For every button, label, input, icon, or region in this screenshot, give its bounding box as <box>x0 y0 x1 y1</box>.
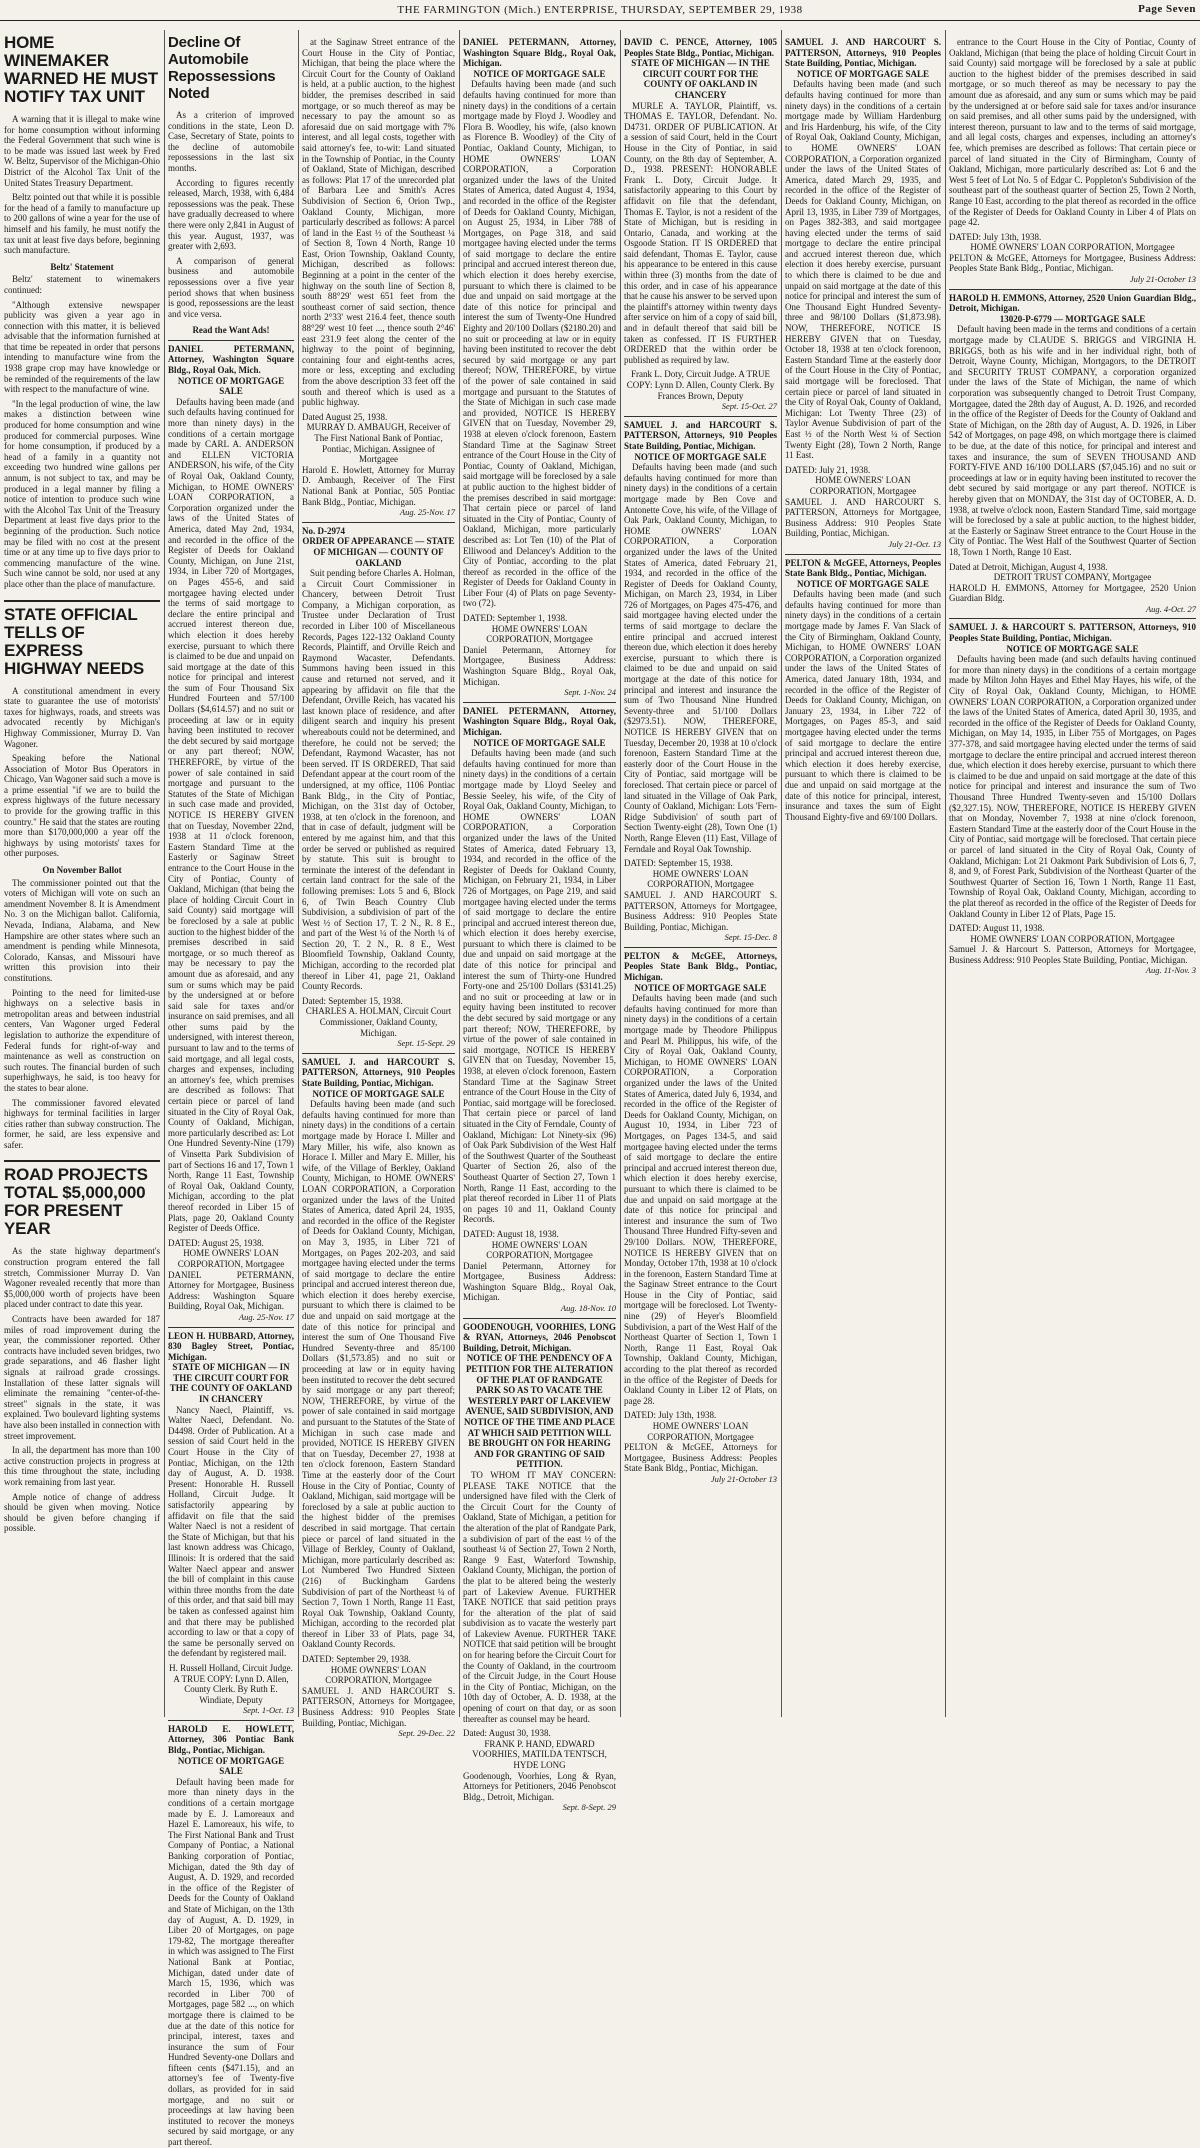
article-paragraph: "In the legal production of wine, the law makes a distinction between wine produced for home consumption and wine produced for commercial purposes. Wine for home consumption, if produced by a head of a family in a quantity not exceeding two hundred wine gallons per annum, is not subject to tax, and may be produced in a legal manner by filing a notice of intention to produce such wine with the Alcohol Tax Unit of the Treasury Department at least five days prior to the beginning of the production. Such notice may be filed with no cost at the present time or at any time up to five days prior to commencing manufacture of the wine. Such wine cannot be sold, nor used at any place other than the place of manufacture. <box>4 398 160 589</box>
legal-notice <box>624 34 777 412</box>
notice-caption: STATE OF MICHIGAN — IN THE CIRCUIT COURT FOR THE COUNTY OF OAKLAND IN CHANCERY <box>631 58 770 100</box>
notice-attorney-head: PELTON & McGEE, Attorneys, Peoples State Bank Bldg., Pontiac, Michigan. <box>624 950 777 983</box>
notice-attorney-head: PELTON & McGEE, Attorneys, Peoples State Bank Bldg., Pontiac, Michigan. <box>785 557 941 579</box>
legal-notice <box>302 34 455 518</box>
notice-caption: NOTICE OF MORTGAGE SALE <box>473 68 606 79</box>
notice-caption: NOTICE OF MORTGAGE SALE <box>177 375 285 397</box>
notice-attorney: SAMUEL J. AND HARCOURT S. PATTERSON, Attorneys for Mortgagee, Business Address: 910 Peoples State Building, Pontiac, Michigan. <box>302 1685 455 1728</box>
column-rule <box>620 30 621 1717</box>
want-ads-line: Read the Want Ads! <box>192 325 270 336</box>
article-auto-repossessions <box>168 34 294 336</box>
notice-date: Dated: September 15, 1938. <box>302 995 403 1006</box>
notice-attorney-head: SAMUEL J. AND HARCOURT S. PATTERSON, Attorneys, 910 Peoples State Building, Pontiac, Michigan. <box>785 37 941 69</box>
headline-home-winemaker: HOME WINEMAKER WARNED HE MUST NOTIFY TAX UNIT <box>4 33 158 106</box>
article-paragraph: Beltz pointed out that while it is possible for the head of a family to manufacture up to 200 gallons of wine a year for the use of himself and his family, he must notify the tax unit at least five days before, beginning such manufacture. <box>4 192 160 256</box>
notice-attorney: HAROLD H. EMMONS, Attorney for Mortgagee, 2520 Union Guardian Bldg. <box>949 582 1196 604</box>
notice-signature: HOME OWNERS' LOAN CORPORATION, Mortgagee <box>325 1664 432 1686</box>
notice-date: Dated at Detroit, Michigan, August 4, 1938. <box>949 561 1108 572</box>
headline-highway-needs: STATE OFFICIAL TELLS OF EXPRESS HIGHWAY NEEDS <box>4 604 145 678</box>
notice-run-dates: Aug. 25-Nov. 17 <box>399 507 455 518</box>
notice-attorney-head: HAROLD H. EMMONS, Attorney, 2520 Union Guardian Bldg., Detroit, Michigan. <box>949 292 1196 314</box>
column-rule <box>459 30 460 1717</box>
notice-signature: HOME OWNERS' LOAN CORPORATION, Mortgagee <box>809 475 917 496</box>
notice-run-dates: July 21-October 13 <box>710 1473 777 1484</box>
notice-body: Defaults having been made (and such defaults having continued for more than ninety days) in the conditions of a certain mortgage made by Horace I. Miller and Mary Miller, his wife, also known as Horace I. Miller and Mary E. Miller, his wife, of the Village of Berkley, Oakland County, Michigan, to HOME OWNERS' LOAN CORPORATION, a Corporation organized under the laws of the United States of America, dated April 24, 1935, and recorded in the office of the Register of Deeds for Oakland County, Michigan, on May 3, 1935, in Liber 721 of Mortgages, on Pages 202-203, and said mortgagee having elected under the terms of said mortgage to declare the entire principal and accrued interest thereon due, which election it does hereby exercise, pursuant to which there is claimed to be due and unpaid on said mortgage at the date of this notice for principal and interest the sum of One Thousand Five Hundred Seventy-three and 85/100 Dollars ($1,573.85) and no suit or proceeding at law or in equity having been instituted to recover the debt secured by said mortgage or any part thereof; NOW, THEREFORE, by virtue of the power of sale contained in said mortgage and pursuant to the Statutes of the State of Michigan in such case made and provided, NOTICE IS HEREBY GIVEN that on Tuesday, December 27, 1938 at ten o'clock forenoon, Eastern Standard Time at the easterly door of the Court House in the City of Pontiac, County of Oakland, Michigan, said mortgage will be foreclosed by a sale at public auction to the highest bidder of the premises described in said mortgage. That certain piece or parcel of land situated in the Village of Berkley, County of Oakland, Michigan, more particularly described as: Lot Numbered Two Hundred Sixteen (216) of Buckingham Gardens Subdivision of part of the Northeast ¼ of Section 7, Town 1 North, Range 11 East, Royal Oak Township, Oakland County, Michigan, according to the recorded plat thereof in Liber 33 of Plats, page 34, Oakland County Records. <box>302 1099 455 1650</box>
legal-notice <box>624 947 777 1485</box>
notice-signature: FRANK P. HAND, EDWARD VOORHIES, MATILDA TENTSCH, HYDE LONG <box>472 1738 607 1770</box>
notice-run-dates: Aug. 4-Oct. 27 <box>1145 603 1196 614</box>
notice-run-dates: Sept. 29-Dec. 22 <box>398 1728 455 1739</box>
article-paragraph: Pointing to the need for limited-use highways on a selective basis in metropolitan areas and between industrial centers, Van Wagoner urged Federal legislation to authorize the expenditure of Federal funds for right-of-way and maintenance as well as construction on such routes. The financial burden of such superhighways, he said, is too heavy for the states to bear alone. <box>4 987 160 1093</box>
notice-run-dates: Sept. 15-Sept. 29 <box>397 1038 455 1049</box>
article-paragraph: In all, the department has more than 100 active construction projects in progress at this time throughout the state, including work remaining from last year. <box>4 1445 160 1487</box>
notice-attorney-head: No. D-2974 <box>302 525 345 536</box>
article-road-projects <box>4 1166 160 1533</box>
headline-auto-repossessions: Decline Of Automobile Repossessions Noted <box>168 34 276 102</box>
masthead <box>0 0 1200 21</box>
column-rule <box>164 30 165 1717</box>
notice-attorney: SAMUEL J. AND HARCOURT S. PATTERSON, Attorneys for Mortgagee, Business Address: 910 Peoples State Building, Pontiac, Michigan. <box>785 496 941 539</box>
column-5 <box>624 30 777 1717</box>
notice-date: Dated: August 30, 1938. <box>463 1728 551 1739</box>
notice-caption: NOTICE OF MORTGAGE SALE <box>473 737 606 748</box>
legal-notice <box>785 34 941 550</box>
notice-date: DATED: August 11, 1938. <box>949 923 1045 934</box>
notice-date: DATED: August 18, 1938. <box>463 1228 559 1239</box>
notice-caption: 13020-P-6779 — MORTGAGE SALE <box>999 313 1146 324</box>
notice-signature: Frank L. Doty, Circuit Judge. A TRUE COPY: Lynn D. Allen, County Clerk. By Frances Brown, Deputy <box>626 369 775 401</box>
column-7 <box>949 30 1196 1717</box>
column-rule <box>298 30 299 1717</box>
notice-date: DATED: August 25, 1938. <box>168 1237 264 1248</box>
notice-attorney-head: DANIEL PETERMANN, Attorney, Washington Square Bldg., Royal Oak, Mich. <box>168 343 294 376</box>
notice-caption: NOTICE OF MORTGAGE SALE <box>1006 643 1139 654</box>
article-home-winemaker <box>4 34 160 590</box>
notice-run-dates: Sept. 15-Oct. 27 <box>721 401 777 412</box>
article-paragraph: The commissioner pointed out that the voters of Michigan will vote on such an amendment November 8. It is Amendment No. 3 on the Michigan ballot. California, Nevada, Indiana, Alabama, and New Hampshire are other states where such an amendment is pending while Minnesota, Colorado, Kansas, and Missouri have written this provision into their constitutions. <box>4 877 160 983</box>
notice-date: DATED: July 13th, 1938. <box>949 231 1042 242</box>
notice-attorney: SAMUEL J. AND HARCOURT S. PATTERSON, Attorneys for Mortgagee, Business Address: 910 Peoples State Building, Pontiac, Michigan. <box>624 889 777 932</box>
notice-attorney: Harold E. Howlett, Attorney for Murray D. Ambaugh, Receiver of The First National Bank at Pontiac, 505 Pontiac Bank Bldg., Pontiac, Michigan. <box>302 464 455 507</box>
notice-body: Defaults having been made (and such defaults having continued for more than ninety days) in the conditions of a certain mortgage made by Theodore Philippus and Pearl M. Philippus, his wife, of the City of Royal Oak, Oakland County, Michigan, to HOME OWNERS' LOAN CORPORATION, a Corporation organized under the laws of the United States of America, dated July 6, 1934, and recorded in the office of the Register of Deeds for Oakland County, Michigan, on August 10, 1934, in Liber 723 of Mortgages, on Pages 134-5, and said mortgagee having elected under the terms of said mortgage to declare the entire principal and accrued interest thereon due, which election it does hereby exercise, pursuant to which there is claimed to be due and unpaid on said mortgage at the date of this notice for principal and interest and insurance the sum of Two Thousand Three Hundred Fifty-seven and 29/100 Dollars. NOW, THEREFORE, NOTICE IS HEREBY GIVEN that on Monday, October 17th, 1938 at 10 o'clock in the forenoon, Eastern Standard Time at the Saginaw Street entrance to the Court House in the City of Pontiac, said mortgage will be foreclosed. Lot Twenty-nine (29) of Heyer's Bloomfield Subdivision, a part of the West Half of the Northeast Quarter of Section 1, Town 1 North, Range 11 East, Royal Oak Township, Oakland County, Michigan, according to the plat thereof as recorded in the office of the Register of Deeds for Oakland County in Liber 12 of Plats, on page 28. <box>624 993 777 1406</box>
notice-body: MURLE A. TAYLOR, Plaintiff, vs. THOMAS E. TAYLOR, Defendant. No. D4731. ORDER OF PUBLICATION. At a session of said Court, held in the Court House in the City of Pontiac, in said County, on the 8th day of September, A. D., 1938. PRESENT: HONORABLE Frank L. Doty, Circuit Judge. It satisfactorily appearing to this Court by affidavit on file that the defendant, Thomas E. Taylor, is not a resident of the State of Michigan, but is residing in Ontario, Canada, and working at the Osgoode Station. IT IS ORDERED that said defendant, Thomas E. Taylor, cause his appearance to be entered in this cause within three (3) months from the date of this order, and in case of his appearance that he cause his answer to be served upon the plaintiff's attorney within twenty days after service on him of a copy of said bill, and in default thereof that said bill be taken as confessed. IT IS FURTHER ORDERED that the within order be published as required by law. <box>624 100 777 365</box>
notice-body: Defaults having been made (and such defaults having continued for more than ninety days) in the conditions of a certain mortgage made by Ben Cove and Antonette Cove, his wife, of the Village of Oak Park, Oakland County, Michigan, to HOME OWNERS' LOAN CORPORATION, a Corporation organized under the laws of the United States of America, dated February 21, 1934, and recorded in the office of the Register of Deeds for Oakland County, Michigan, on March 23, 1934, in Liber 726 of Mortgages, on Pages 475-476, and said mortgagee having elected under the terms of said mortgage to declare the entire principal and accrued interest thereon due, which election it does hereby exercise, pursuant to which there is claimed to be due and unpaid on said mortgage at the date of this notice for principal and interest and insurance the sum of Two Thousand Nine Hundred Seventy-three and 51/100 Dollars ($2973.51). NOW, THEREFORE, NOTICE IS HEREBY GIVEN that on Tuesday, December 20, 1938 at 10 o'clock forenoon, Eastern Standard Time at the easterly door of the Court House in the City of Pontiac, said mortgage will be foreclosed. That certain piece or parcel of land situated in the Village of Oak Park, County of Oakland, Michigan: Lots 'Fern-Ridge Subdivision' of south part of Section Twenty-eight (28), Town One (1) North, Range Eleven (11) East, Village of Ferndale and Royal Oak Township. <box>624 462 778 854</box>
notice-run-dates: Sept. 1-Oct. 13 <box>243 1705 294 1716</box>
notice-date: DATED: July 13th, 1938. <box>624 1410 717 1421</box>
notice-attorney-head: HAROLD E. HOWLETT, Attorney, 306 Pontiac Bank Bldg., Pontiac, Michigan. <box>168 1723 294 1756</box>
notice-run-dates: Aug. 25-Nov. 17 <box>238 1311 294 1322</box>
legal-notice <box>624 416 777 943</box>
legal-notice <box>302 1053 455 1739</box>
notice-body: Suit pending before Charles A. Holman, a Circuit Court Commissioner in Chancery, between Detroit Trust Company, a Michigan corporation, as Trustee under Declaration of Trust recorded in Liber 100 of Miscellaneous Records, Pages 122-132 Oakland County Records, Plaintiff, and Orville Reich and Raymond Wacaster, Defendants. Summons having been issued in this cause and returned not served, and it appearing by affidavit on file that the Defendant, Orville Reich, has vacated his last known place of residence, and after diligent search and inquiry his present whereabouts could not be determined, and therefore, he could not be served; the Defendant, Raymond Wacaster, has not been served. IT IS ORDERED, That said Defendant appear at the court room of the undersigned, at my office, 1106 Pontiac Bank Bldg., in the City of Pontiac, Michigan, on the 31st day of October, 1938, at ten o'clock in the forenoon, and that in case of default, judgment will be entered by me against him, and that this order be served or published as required by statute. This suit is brought to terminate the interest of the defendant in certain land contract for the sale of the following premises: Lots 5 and 6, Block 6, of Twin Beach Country Club Subdivision, a subdivision of part of the West ½ of Section 17, T. 2 N., R. 8 E., and part of the West ¼ of the North ¼ of Section 20, T. 2 N., R. 8 E., West Bloomfield Township, Oakland County, Michigan, according to the recorded plat thereof in Liber 41, page 21, Oakland County Records. <box>302 568 455 992</box>
article-paragraph: A constitutional amendment in every state to guarantee the use of motorists' taxes for highways, roads, and streets was advocated recently by Michigan's Highway Commissioner, Murray D. Van Wagoner. <box>4 685 160 749</box>
notice-body: Defaults having been made (and such defaults having continued for more than ninety days) in the conditions of a certain mortgage made by Floyd J. Woodley and Flora B. Woodley, his wife, (also known as Florence B. Woodley) of the City of Pontiac, Oakland County, Michigan, to HOME OWNERS' LOAN CORPORATION, a Corporation organized under the laws of the United States of America, dated August 4, 1934, and recorded in the office of the Register of Deeds for Oakland County, Michigan, on August 25, 1934, in Liber 788 of Mortgages, on Page 318, and said mortgagee having elected under the terms of said mortgage to declare the entire principal and accrued interest thereon due, which election it does hereby exercise, pursuant to which there is claimed to be due and unpaid on said mortgage at the date of this notice for principal and interest the sum of Twenty-One Hundred Eighty and 20/100 Dollars ($2180.20) and no suit or proceeding at law or in equity having been instituted to recover the debt secured by said mortgage or any part thereof; NOW, THEREFORE, by virtue of the power of sale contained in said mortgage and pursuant to the Statutes of the State of Michigan in such case made and provided, NOTICE IS HEREBY GIVEN that on Tuesday, November 29, 1938 at eleven o'clock forenoon, Eastern Standard Time at the Saginaw Street entrance of the Court House in the City of Pontiac, County of Oakland, Michigan, said mortgage will be foreclosed by a sale at public auction to the highest bidder of the premises described in said mortgage: That certain piece or parcel of land situated in the City of Pontiac, County of Oakland, Michigan, more particularly described as: Lot Ten (10) of the Plat of Elliwood and Delancey's Addition to the City of Pontiac, according to the plat thereof as recorded in the office of the Register of Deeds for Oakland County in Liber Four (4) of Plats on page Seventy-two (72). <box>463 79 616 609</box>
notice-body: Defaults having been made (and such defaults having continued for more than ninety days) in the conditions of a certain mortgage made by Lloyd Seeley and Bessie Seeley, his wife, of the City of Royal Oak, Oakland County, Michigan, to HOME OWNERS' LOAN CORPORATION, a Corporation organized under the laws of the United States of America, dated February 13, 1934, and recorded in the office of the Register of Deeds for Oakland County, Michigan, on February 21, 1934, in Liber 726 of Mortgages, on Page 219, and said mortgagee having elected under the terms of said mortgage to declare the entire principal and accrued interest thereon due, which election it does hereby exercise, pursuant to which there is claimed to be due and unpaid on said mortgage at the date of this notice for principal and interest the sum of Thirty-one Hundred Forty-one and 25/100 Dollars ($3141.25) and no suit or proceeding at law or in equity having been instituted to recover the debt secured by said mortgage or any part thereof; NOW, THEREFORE, by virtue of the power of sale contained in said mortgage, NOTICE IS HEREBY GIVEN that on Tuesday, November 15, 1938, at eleven o'clock forenoon, Eastern Standard Time at the Saginaw Street entrance of the Court House in the City of Pontiac, said mortgage will be foreclosed. That certain piece or parcel of land situated in the City of Ferndale, County of Oakland, Michigan: Lot Ninety-six (96) of Oak Park Subdivision of the West Half of the Southwest Quarter of the Southeast Quarter of Section 26, also of the Southeast Quarter of Section 27, Town 1 North, Range 11 East, according to the plat thereof recorded in Liber 11 of Plats on pages 10 and 11, Oakland County Records. <box>463 748 616 1225</box>
notice-caption: NOTICE OF MORTGAGE SALE <box>312 1088 445 1099</box>
article-paragraph: Contracts have been awarded for 187 miles of road improvement during the year, the commissioner reported. Other contracts have included seven bridges, two grade separations, and 46 flasher light signals at railroad grade crossings. Installation of these latter signals will eliminate the remaining "center-of-the-street" signals in the state, it was explained. Two boulevard lighting systems have also been installed in connection with street improvement. <box>4 1314 160 1441</box>
notice-body: Defaults having been made (and such defaults having continued for more than ninety days) in the conditions of a certain mortgage made by CARL A. ANDERSON and ELLEN VICTORIA ANDERSON, his wife, of the City of Royal Oak, Oakland County, Michigan, to HOME OWNERS' LOAN CORPORATION, a Corporation organized under the laws of the United States of America, dated May 2nd, 1934, and recorded in the office of the Register of Deeds for Oakland County, Michigan, on June 21st, 1934, in Liber 720 of Mortgages, on Pages 455-6, and said mortgagee having elected under the terms of said mortgage to declare the entire principal and accrued interest thereon due, which election it does hereby exercise, pursuant to which there is claimed to be due and unpaid on said mortgage at the date of this notice for principal and interest the sum of Four Thousand Six Hundred Fourteen and 57/100 Dollars ($4,614.57) and no suit or proceeding at law or in equity having been instituted to recover the debt secured by said mortgage or any part thereof; NOW, THEREFORE, by virtue of the power of sale contained in said mortgage and pursuant to the Statutes of the State of Michigan in such case made and provided, NOTICE IS HEREBY GIVEN that on Tuesday, November 22nd, 1938 at 11 o'clock forenoon, Eastern Standard Time at the Easterly or Saginaw Street entrance to the Court House in the City of Pontiac, County of Oakland, Michigan (that being the place of holding Circuit Court in said County) said mortgage will be foreclosed by a sale at public auction to the highest bidder of the premises described in said mortgage, or so much thereof as may be necessary to pay the amount due as aforesaid, and any sum or sums which may be paid by the undersigned at or before said sale for taxes and/or insurance on said premises, and all other sums paid by the undersigned, with interest thereon, pursuant to law and to the terms of said mortgage, and all legal costs, charges and expenses, including an attorney's fee, which premises are described as follows: That certain piece or parcel of land situated in the City of Royal Oak, County of Oakland, Michigan, more particularly described as: Lot One Hundred Seventy-Nine (179) of Vinsetta Park Subdivision of part of Sections 16 and 17, Town 1 North, Range 11 East, Township of Royal Oak, Oakland County, Michigan, according to the plat thereof recorded in Liber 15 of Plats, page 20, Oakland County Register of Deeds Office. <box>168 396 294 1234</box>
notice-attorney-head: DANIEL PETERMANN, Attorney, Washington Square Bldg., Royal Oak, Michigan. <box>463 37 616 69</box>
legal-notice <box>168 1327 294 1716</box>
notice-signature: HOME OWNERS' LOAN CORPORATION, Mortgagee <box>970 242 1175 253</box>
column-3 <box>302 30 455 1739</box>
notice-attorney-head: LEON H. HUBBARD, Attorney, 830 Bagley Street, Pontiac, Michigan. <box>168 1330 294 1362</box>
notice-run-dates: Aug. 18-Nov. 10 <box>560 1303 616 1314</box>
notice-attorney: Samuel J. & Harcourt S. Patterson, Attorneys for Mortgagee, Business Address: 910 Peoples State Building, Pontiac, Michigan. <box>949 944 1196 965</box>
article-paragraph: The commissioner favored elevated highways for terminal facilities in larger cities rather than subway construction. The former, he said, are less expensive and safer. <box>4 1097 160 1150</box>
article-divider <box>4 600 160 602</box>
notice-run-dates: Aug. 11-Nov. 3 <box>1145 965 1196 976</box>
notice-signature: HOME OWNERS' LOAN CORPORATION, Mortgagee <box>647 868 754 890</box>
legal-notice <box>302 522 455 1049</box>
article-paragraph: Beltz' statement to winemakers continued: <box>4 274 160 295</box>
notice-attorney-head: SAMUEL J. & HARCOURT S. PATTERSON, Attorneys, 910 Peoples State Building, Pontiac, Michigan. <box>949 622 1196 644</box>
notice-body: at the Saginaw Street entrance of the Court House in the City of Pontiac, Michigan, that being the place where the Circuit Court for the County of Oakland is held, at a public auction, to the highest bidder, the premises described in said mortgage, or so much thereof as may be necessary to pay the amount so as aforesaid due on said mortgage with 7% interest, and all legal costs, together with said attorney's fee, to-wit: Land situated in the Township of Pontiac, in the County of Oakland, State of Michigan, described as follows: Plat 17 of the unrecorded plat of Barbara Lee and Smith's Acres Subdivision of Section 6, Orion Twp., Oakland County, Michigan, more particularly described as follows: A parcel of land in the East ½ of the Southeast ¼ of Section 8, Town 4 North, Range 10 East, Orion Township, Oakland County, Michigan, described as follows: Beginning at a point in the center of the highway on the south line of Section 8, south 88°29' west 651 feet from the southeast corner of said section, thence north 2°33' west 216.4 feet, thence south 88°29' west 10 feet ..., thence south 2°46' east 231.9 feet along the center of the highway to the point of beginning, containing four and eight-tenths acres, more or less, excepting and excluding from the above description 33 feet off the south and thereof which is used as a public highway. <box>302 37 455 408</box>
notice-attorney: DANIEL PETERMANN, Attorney for Mortgagee, Business Address: Washington Square Building, Royal Oak, Michigan. <box>168 1269 294 1312</box>
legal-notice <box>463 34 616 698</box>
notice-body: TO WHOM IT MAY CONCERN: PLEASE TAKE NOTICE that the undersigned have filed with the Clerk of the Circuit Court for the County of Oakland, State of Michigan, a petition for the alteration of the plat of Randgate Park, a subdivision of part of the east ½ of the southeast ¼ of Section 27, Town 2 North, Range 9 East, Waterford Township, Oakland County, Michigan, the portion of the plat to be altered being the westerly part of Lakeview Avenue. FURTHER TAKE NOTICE that said petition prays for the alteration of the plat of said subdivision as to vacate the westerly part of Lakeview Avenue. FURTHER TAKE NOTICE that said petition will be brought on for hearing before the Circuit Court for the County of Oakland, in the courtroom of the Circuit Judge, in the Court House in the City of Pontiac, Michigan, on the 10th day of October, A. D. 1938, at the opening of court on that day, or as soon thereafter as counsel may be heard. <box>463 1469 616 1724</box>
notice-signature: MURRAY D. AMBAUGH, Receiver of The First National Bank of Pontiac, Pontiac, Michigan. Assignee of Mortgagee <box>306 422 451 465</box>
notice-signature: DETROIT TRUST COMPANY, Mortgagee <box>993 572 1152 583</box>
article-divider <box>4 1160 160 1162</box>
article-paragraph: Speaking before the National Association of Motor Bus Operators in Chicago, Van Wagoner said such a move is a prime essential "if we are to build the express highways of the future necessary to provide for the growing traffic in this country." He said that the states are routing more than $170,000,000 a year off the highways by using motorists' taxes for other purposes. <box>4 753 160 859</box>
notice-run-dates: Sept. 1-Nov. 24 <box>564 687 616 698</box>
notice-caption: NOTICE OF MORTGAGE SALE <box>796 68 930 79</box>
notice-attorney-head: SAMUEL J. and HARCOURT S. PATTERSON, Attorneys, 910 Peoples State Building, Pontiac, Michigan. <box>624 419 777 451</box>
notice-date: DATED: July 21, 1938. <box>785 464 871 475</box>
notice-body: Default having been made for more than ninety days in the conditions of a certain mortgage made by E. J. Lamoreaux and Hazel E. Lamoreaux, his wife, to The First National Bank and Trust Company of Pontiac, a National Banking corporation of Pontiac, Michigan, dated the 9th day of August, A. D. 1929, and recorded in the office of the Register of Deeds for the County of Oakland and State of Michigan, on the 13th day of August, A. D. 1929, in Liber 20 of Mortgages, on page 179-82, The mortgage thereafter in which was assigned to The First National Bank at Pontiac, Michigan, dated under date of March 15, 1936, which was recorded in Liber 700 of Mortgages, page 582 ..., on which mortgage there is claimed to be due at the date of this notice for principal, interest, taxes and insurance the sum of Four Hundred Seventy-one Dollars and fifteen cents ($471.15), and an attorney's fee of Twenty-five dollars, as provided for in said mortgage, and no suit or proceedings at law having been instituted to recover the moneys secured by said mortgage, or any part thereof. <box>168 1776 294 2148</box>
article-paragraph: As a criterion of improved conditions in the state, Leon D. Case, Secretary of State, points to the decline of automobile repossessions in the last six months. <box>168 110 294 173</box>
notice-attorney-head: DAVID C. PENCE, Attorney, 1005 Peoples State Bldg., Pontiac, Michigan. <box>624 37 777 58</box>
notice-caption: NOTICE OF MORTGAGE SALE <box>177 1755 285 1777</box>
notice-date: DATED: September 29, 1938. <box>302 1654 411 1665</box>
article-paragraph: As the state highway department's construction program entered the fall stretch, Commissioner Murray D. Van Wagoner revealed recently that more than $5,000,000 worth of projects have been placed under contract to date this year. <box>4 1246 160 1310</box>
column-6 <box>785 30 941 1717</box>
legal-notice <box>463 702 616 1314</box>
notice-body: entrance to the Court House in the City of Pontiac, County of Oakland, Michigan (that being the place of holding Circuit Court in said County) said mortgage will be foreclosed by a sale at public auction to the highest bidder of the premises described in said mortgage, or so much thereof as may be necessary to pay the amount due as aforesaid, and any sum or sums which may be paid by the undersigned at or before said sale for taxes and/or insurance on said premises, and all other sums paid by the undersigned, with interest thereon, pursuant to law and to the terms of said mortgage, and all legal costs, charges and expenses, including an attorney's fee, which premises are described as follows: That certain piece or parcel of land situated in the City of Birmingham, County of Oakland, Michigan, more particularly described as: Lot 6 and the West 5 feet of Lot No. 5 of Edgar C. Poppleton's Subdivision of the southeast part of the southeast quarter of Section 25, Town 2 North, Range 10 East, according to the plat thereof as recorded in the office of the Register of Deeds for Oakland County in Liber 4 of Plats on page 42. <box>949 37 1196 228</box>
notice-attorney-head: GOODENOUGH, VOORHIES, LONG & RYAN, Attorneys, 2046 Penobscot Building, Detroit, Michigan. <box>463 1321 616 1353</box>
legal-notice <box>785 554 941 823</box>
notice-body: Defaults having been made (and such defaults having continued for more than ninety days) in the conditions of a certain mortgage made by William Hardenburg and Iris Hardenburg, his wife, of the City of Royal Oak, Oakland County, Michigan, to HOME OWNERS' LOAN CORPORATION, a Corporation organized under the laws of the United States of America, dated March 29, 1935, and recorded in the office of the Register of Deeds for Oakland County, Michigan, on April 13, 1935, in Liber 739 of Mortgages, on Pages 382-383, and said mortgagee having elected under the terms of said mortgage to declare the entire principal and accrued interest thereon due, which election it does hereby exercise, pursuant to which there is claimed to be due and unpaid on said mortgage at the date of this notice for principal and interest the sum of One Thousand Eight Hundred Seventy-three and 98/100 Dollars ($1,873.98). NOW, THEREFORE, NOTICE IS HEREBY GIVEN that on Tuesday, October 18, 1938 at ten o'clock forenoon, Eastern Standard Time at the easterly door of the Court House in the City of Pontiac, said mortgage will be foreclosed. That certain piece or parcel of land situated in the City of Royal Oak, County of Oakland, Michigan: Lot Twenty Three (23) of Taylor Avenue Subdivision of part of the East ½ of the North West ¼ of Section Twenty Eight (28), Town 2 North, Range 11 East. <box>785 79 941 461</box>
legal-notice <box>949 289 1196 615</box>
article-paragraph: "Although extensive newspaper publicity was given a year ago in connection with this matter, it is believed advisable that the information furnished at that time be repeated in order that persons intending to manufacture wine from the 1938 grape crop may have knowledge or be reminded of the requirements of the law with respect to the manufacture of wine. <box>4 299 160 395</box>
notice-attorney: PELTON & McGEE, Attorneys for Mortgagee, Business Address: Peoples State Bank Bldg., Pontiac, Michigan. <box>624 1442 777 1474</box>
notice-caption: STATE OF MICHIGAN — IN THE CIRCUIT COURT FOR THE COUNTY OF OAKLAND IN CHANCERY <box>169 1362 293 1405</box>
notice-attorney: Daniel Petermann, Attorney for Mortgagee, Business Address: Washington Square Bldg., Royal Oak, Michigan. <box>463 644 616 687</box>
notice-body: Defaults having been made (and such defaults having continued for more than ninety days) in the conditions of a certain mortgage made by James F. Van Slack of the City of Birmingham, Oakland County, Michigan, to HOME OWNERS' LOAN CORPORATION, a Corporation organized under the laws of the United States of America, dated January 18th, 1934, and recorded in the office of the Register of Deeds for Oakland County, Michigan, on January 23, 1934, in Liber 722 of Mortgages, on Pages 85-3, and said mortgagee having elected under the terms of said mortgage to declare the entire principal and accrued interest thereon due, which election it does hereby exercise, pursuant to which there is claimed to be due and unpaid on said mortgage at the date of this notice for principal, interest, insurance and taxes the sum of Eight Thousand Eighty-five and 69/100 Dollars. <box>785 589 941 822</box>
column-rule <box>781 30 782 1717</box>
column-4 <box>463 30 616 1813</box>
article-subhead: Beltz' Statement <box>50 261 114 272</box>
notice-date: Dated August 25, 1938. <box>302 411 388 422</box>
notice-run-dates: Sept. 15-Dec. 8 <box>724 932 777 943</box>
running-head: THE FARMINGTON (Mich.) ENTERPRISE, THURSDAY, SEPTEMBER 29, 1938 <box>397 4 803 16</box>
notice-signature: HOME OWNERS' LOAN CORPORATION, Mortgagee <box>486 1239 593 1261</box>
notice-date: DATED: September 1, 1938. <box>463 613 568 624</box>
notice-caption: NOTICE OF MORTGAGE SALE <box>634 982 767 993</box>
legal-notice <box>168 340 294 1323</box>
column-2 <box>168 30 294 2148</box>
legal-notice <box>949 618 1196 976</box>
notice-attorney: Goodenough, Voorhies, Long & Ryan, Attorneys for Petitioners, 2046 Penobscot Bldg., Detroit, Michigan. <box>463 1770 616 1802</box>
notice-body: Default having been made in the terms and conditions of a certain mortgage made by CLAUDE S. BRIGGS and VIRGINIA H. BRIGGS, both as his wife and in her individual right, both of Detroit, Wayne County, Michigan, Mortgagors, to the DETROIT and SECURITY TRUST COMPANY, a corporation organized under the laws of the State of Michigan, the name of which corporation was subsequently changed to Detroit Trust Company, Mortgagee, dated the 28th day of August, A. D. 1926, and recorded in the office of the Register of Deeds for the County of Oakland and State of Michigan, on the 28th day of August, A. D. 1926, in Liber 542 of Mortgages, on page 498, on which mortgage there is claimed to be due, at the date of this notice, for principal and interest and taxes and insurance, the sum of SEVEN THOUSAND AND FORTY-FIVE AND 16/100 DOLLARS ($7,045.16) and no suit or proceedings at law or in equity having been instituted to recover the debt secured by said mortgage or any part thereof. NOTICE is hereby given that on MONDAY, the 31st day of OCTOBER, A. D. 1938, at twelve o'clock noon, Eastern Standard Time, said mortgage will be foreclosed by a sale at public auction, to the highest bidder, at the Easterly or Saginaw Street entrance to the Court House in the City of Pontiac. The West Half of the Southwest Quarter of Section 18, Town 1 North, Range 10 East. <box>949 324 1196 557</box>
notice-signature: H. Russell Holland, Circuit Judge. A TRUE COPY: Lynn D. Allen, County Clerk. By Ruth E. Windiate, Deputy <box>169 1662 293 1705</box>
notice-attorney: PELTON & McGEE, Attorneys for Mortgagee, Business Address: Peoples State Bank Bldg., Pontiac, Michigan. <box>949 252 1196 274</box>
notice-run-dates: July 21-Oct. 13 <box>888 538 941 549</box>
notice-signature: HOME OWNERS' LOAN CORPORATION, Mortgagee <box>486 623 593 645</box>
notice-run-dates: Sept. 8-Sept. 29 <box>562 1802 616 1813</box>
notice-signature: HOME OWNERS' LOAN CORPORATION, Mortgagee <box>970 933 1175 944</box>
notice-body: Defaults having been made (and such defaults having continued for more than ninety days) in the conditions of a certain mortgage made by Milton John Hayes and Ethel May Hayes, his wife, of the City of Royal Oak, Oakland County, Michigan, to HOME OWNERS' LOAN CORPORATION, a Corporation organized under the laws of the United States of America, dated April 30, 1935, and recorded in the office of the Register of Deeds for Oakland County, Michigan, on May 14, 1935, in Liber 755 of Mortgages, on Pages 377-378, and said mortgagee having elected under the terms of said mortgage to declare the entire principal and accrued interest thereon due, which election it does hereby exercise, pursuant to which there is claimed to be due and unpaid on said mortgage at the date of this notice for principal and interest and insurance the sum of Two Thousand Three Hundred Twenty-seven and 15/100 Dollars ($2,327.15). NOW, THEREFORE, NOTICE IS HEREBY GIVEN that on Monday, November 7, 1938 at nine o'clock forenoon, Eastern Standard Time at the easterly door of the Court House in the City of Pontiac, said mortgage will be foreclosed. That certain piece or parcel of land situated in the City of Royal Oak, County of Oakland, Michigan: Lot 21 Oakmont Park Subdivision of Lots 6, 7, 8, and 9, of Forest Park, Subdivision of the Northeast Quarter of the Southwest Quarter of Section 16, Town 1 North, Range 11 East, Township of Royal Oak, Oakland County, Michigan, according to the plat thereof as recorded in the office of the Register of Deeds for Oakland County in Liber 12 of Plats, Page 15. <box>949 654 1196 919</box>
notice-caption: NOTICE OF MORTGAGE SALE <box>634 451 767 462</box>
notice-caption: ORDER OF APPEARANCE — STATE OF MICHIGAN — COUNTY OF OAKLAND <box>302 536 455 568</box>
notice-run-dates: July 21-October 13 <box>1129 274 1196 285</box>
article-paragraph: A warning that it is illegal to make wine for home consumption without informing the Federal Government that such wine is to be made was issued last week by Fred W. Beltz, Supervisor of the Michigan-Ohio District of the Alcohol Tax Unit of the United States Treasury Department. <box>4 114 160 188</box>
notice-signature: HOME OWNERS' LOAN CORPORATION, Mortgagee <box>647 1421 754 1442</box>
notice-attorney-head: SAMUEL J. and HARCOURT S. PATTERSON, Attorneys, 910 Peoples State Building, Pontiac, Michigan. <box>302 1056 455 1088</box>
notice-attorney: Daniel Petermann, Attorney for Mortgagee, Business Address: Washington Square Bldg., Royal Oak, Michigan. <box>463 1260 616 1303</box>
notice-date: DATED: September 15, 1938. <box>624 858 733 869</box>
page-folio: Page Seven <box>1138 3 1196 15</box>
article-highway-needs <box>4 606 160 1151</box>
notice-signature: CHARLES A. HOLMAN, Circuit Court Commissioner, Oakland County, Michigan. <box>305 1006 452 1038</box>
legal-notice <box>949 34 1196 285</box>
column-1 <box>4 30 160 1717</box>
article-paragraph: A comparison of general business and automobile repossessions over a five year period shows that when business is good, repossessions are the least and vice versa. <box>168 255 294 319</box>
legal-notice <box>168 1720 294 2148</box>
notice-attorney-head: DANIEL PETERMANN, Attorney, Washington Square Bldg., Royal Oak, Michigan. <box>463 705 616 737</box>
column-rule <box>945 30 946 1717</box>
notice-caption: NOTICE OF THE PENDENCY OF A PETITION FOR THE ALTERATION OF THE PLAT OF RANDGATE PARK SO AS TO VACATE THE WESTERLY PART OF LAKEVIEW AVENUE, SAID SUBDIVISION, AND NOTICE OF THE TIME AND PLACE AT WHICH SAID PETITION WILL BE BROUGHT ON FOR HEARING AND FOR GRANTING OF SAID PETITION. <box>463 1353 616 1470</box>
notice-body: Nancy Naecl, Plaintiff, vs. Walter Naecl, Defendant. No. D4498. Order of Publication. At a session of said Court held in the Court House in the City of Pontiac, Michigan, on the 12th day of August, A. D. 1938. Present: Honorable H. Russell Holland, Circuit Judge. It satisfactorily appearing by affidavit on file that the said Walter Naecl is not a resident of the State of Michigan, but that his last known address was Chicago, Illinois: It is ordered that the said Walter Naecl appear and answer the bill of complaint in this cause within three months from the date of this order, and that said bill may be taken as confessed against him and that there may be published according to law or that a copy of the same be personally served on the defendant by registered mail. <box>168 1404 294 1659</box>
notice-signature: HOME OWNERS' LOAN CORPORATION, Mortgagee <box>177 1248 285 1269</box>
notice-caption: NOTICE OF MORTGAGE SALE <box>796 578 930 589</box>
article-subhead: On November Ballot <box>42 865 122 876</box>
article-paragraph: According to figures recently released, March, 1938, with 6,484 repossessions was the peak. These have gradually decreased to where there were only 2,841 in August of this year. August, 1937, was greater with 2,693. <box>168 177 294 252</box>
article-paragraph: Ample notice of change of address should be given when moving. Notice should be given before changing if possible. <box>4 1491 160 1534</box>
legal-notice <box>463 1318 616 1813</box>
headline-road-projects: ROAD PROJECTS TOTAL $5,000,000 FOR PRESENT YEAR <box>4 1165 148 1239</box>
